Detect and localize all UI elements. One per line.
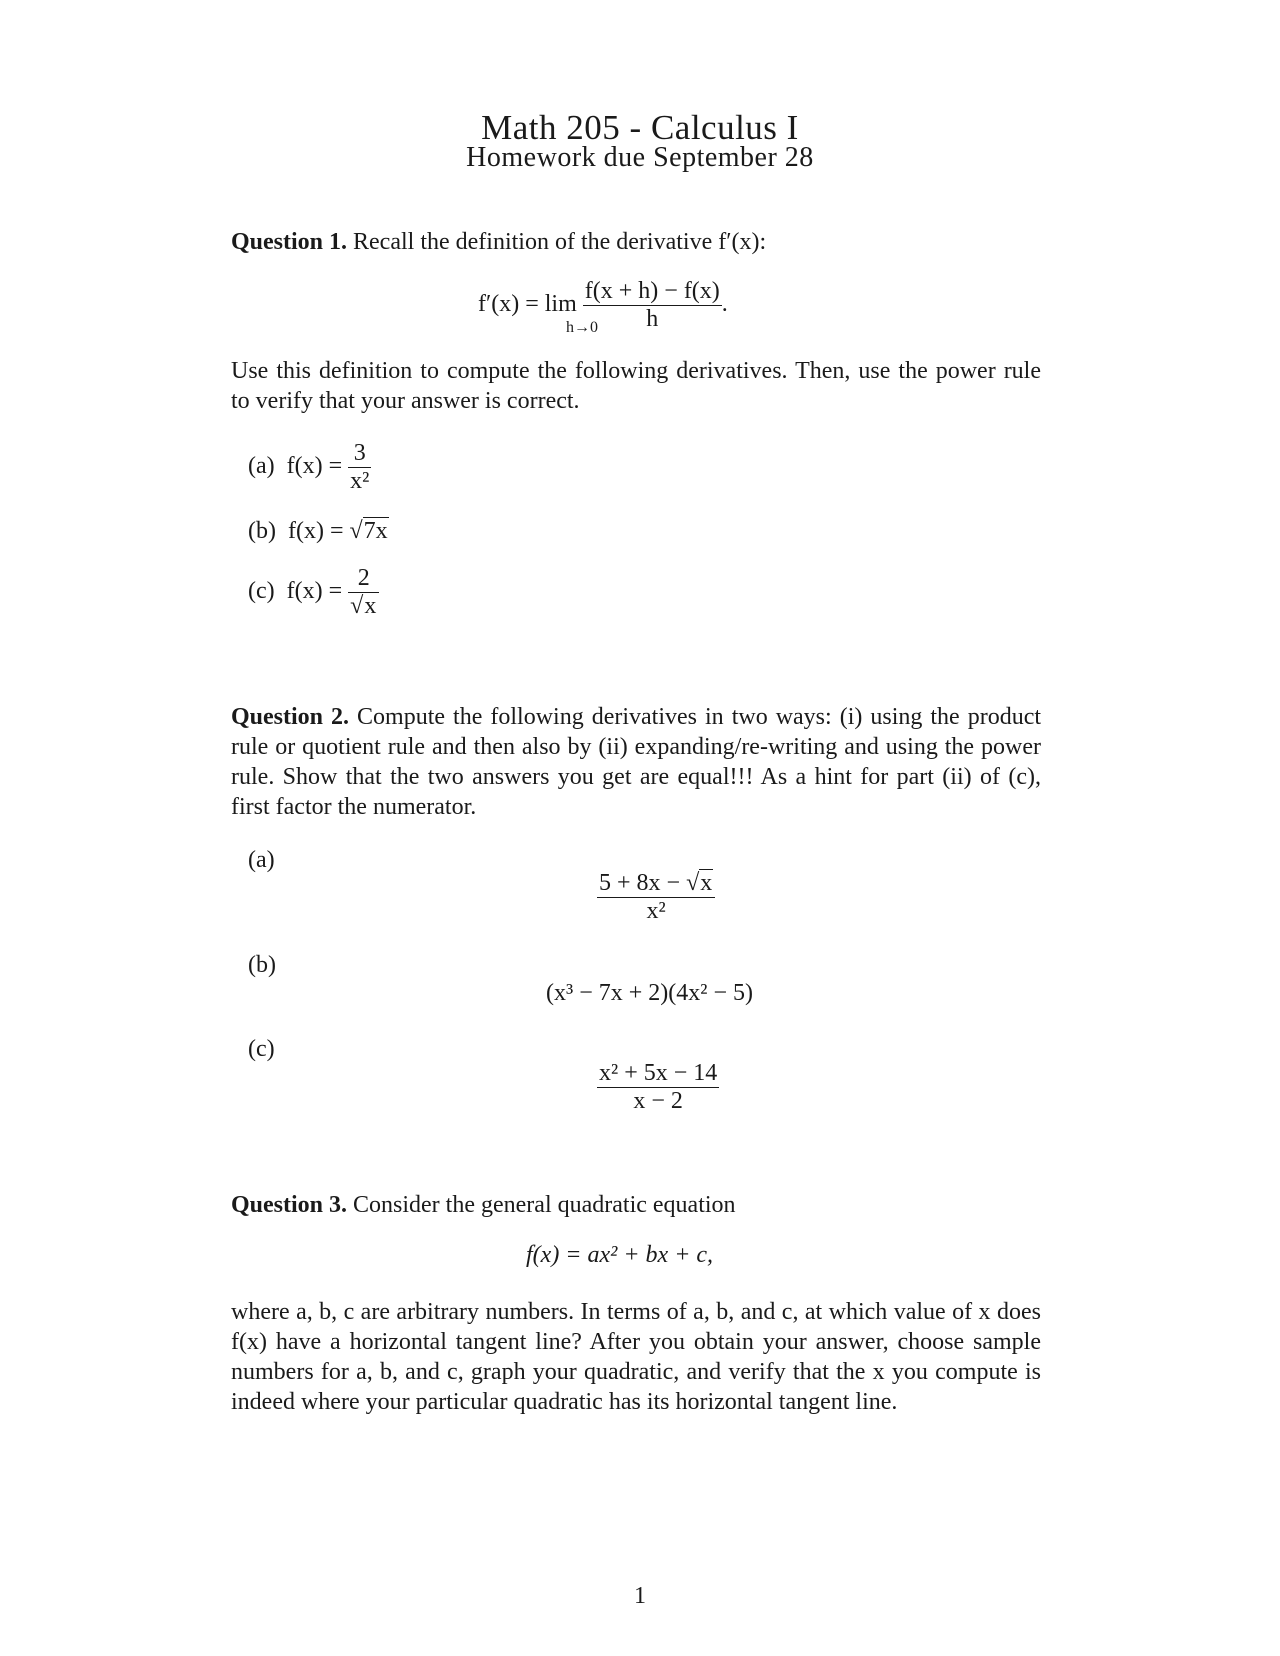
question-2-label: Question 2. bbox=[231, 704, 350, 730]
part-denominator: x − 2 bbox=[633, 1088, 683, 1114]
question-2-body: Compute the following derivatives in two ways: (i) using the product rule or quotient rule and then also by (ii) expanding/re-writing and using the power rule. Show that the two answers you get are equal!!! As a hint for part (ii) of (c), first factor the numerator. bbox=[231, 704, 1042, 820]
limit-subscript: h→0 bbox=[566, 319, 598, 336]
part-numerator: 2 bbox=[348, 565, 379, 593]
square-root: √7x bbox=[349, 518, 388, 544]
q2-part-c-expression bbox=[597, 1060, 719, 1115]
part-lhs: f(x) = bbox=[287, 518, 344, 544]
q2-part-b-label: (b) bbox=[248, 952, 276, 978]
q2-part-b-expression: (x³ − 7x + 2)(4x² − 5) bbox=[546, 980, 753, 1006]
part-numerator: 3 bbox=[348, 440, 371, 468]
question-3-label: Question 3. bbox=[231, 1192, 348, 1218]
question-1-label: Question 1. bbox=[231, 229, 348, 255]
radicand: 7x bbox=[363, 518, 388, 544]
page-number: 1 bbox=[634, 1583, 646, 1609]
question-1-intro bbox=[231, 227, 1041, 257]
q2-part-a-expression bbox=[597, 870, 715, 925]
part-lhs: f(x) = bbox=[286, 578, 343, 605]
part-lhs: f(x) = bbox=[286, 453, 343, 480]
part-denominator: x² bbox=[646, 898, 666, 924]
part-denominator: x² bbox=[350, 468, 370, 494]
definition-numerator: f(x + h) − f(x) bbox=[584, 278, 720, 304]
q1-part-c bbox=[248, 565, 379, 620]
q2-part-a-label: (a) bbox=[248, 847, 275, 873]
part-label: (c) bbox=[248, 578, 275, 605]
part-label: (b) bbox=[248, 518, 276, 544]
quadratic-equation: f(x) = ax² + bx + c, bbox=[526, 1242, 714, 1268]
part-label: (a) bbox=[248, 453, 275, 480]
derivative-definition bbox=[478, 278, 728, 333]
question-1-instructions: Use this definition to compute the following derivatives. Then, use the power rule to verify that your answer is correct. bbox=[231, 358, 1041, 414]
q2-part-c-label: (c) bbox=[248, 1036, 275, 1062]
q1-part-a bbox=[248, 440, 371, 495]
question-3-text: where a, b, c are arbitrary numbers. In terms of a, b, and c, at which value of x does f(x) have a horizontal tangent line? After you obtain your answer, choose sample numbers for a, b, and c, graph your quadratic, and verify that the x you compute is indeed where your particular quadratic has its horizontal tangent line. bbox=[231, 1299, 1041, 1415]
part-numerator: x² + 5x − 14 bbox=[599, 1060, 718, 1086]
question-1-intro-text: Recall the definition of the derivative f′(x): bbox=[353, 229, 767, 255]
definition-fraction bbox=[583, 278, 722, 333]
definition-end: . bbox=[721, 291, 728, 318]
page-title: Math 205 - Calculus I bbox=[481, 108, 799, 147]
question-2-text bbox=[231, 702, 1041, 822]
question-3-intro-text: Consider the general quadratic equation bbox=[353, 1192, 736, 1218]
definition-lhs: f′(x) = lim bbox=[478, 291, 577, 318]
definition-denominator: h bbox=[646, 306, 659, 332]
page-subtitle: Homework due September 28 bbox=[466, 142, 814, 173]
part-numerator: 5 + 8x − √x bbox=[597, 870, 715, 898]
part-denominator: √x bbox=[350, 593, 377, 619]
question-3-intro bbox=[231, 1190, 1041, 1220]
q1-part-b bbox=[248, 518, 389, 545]
